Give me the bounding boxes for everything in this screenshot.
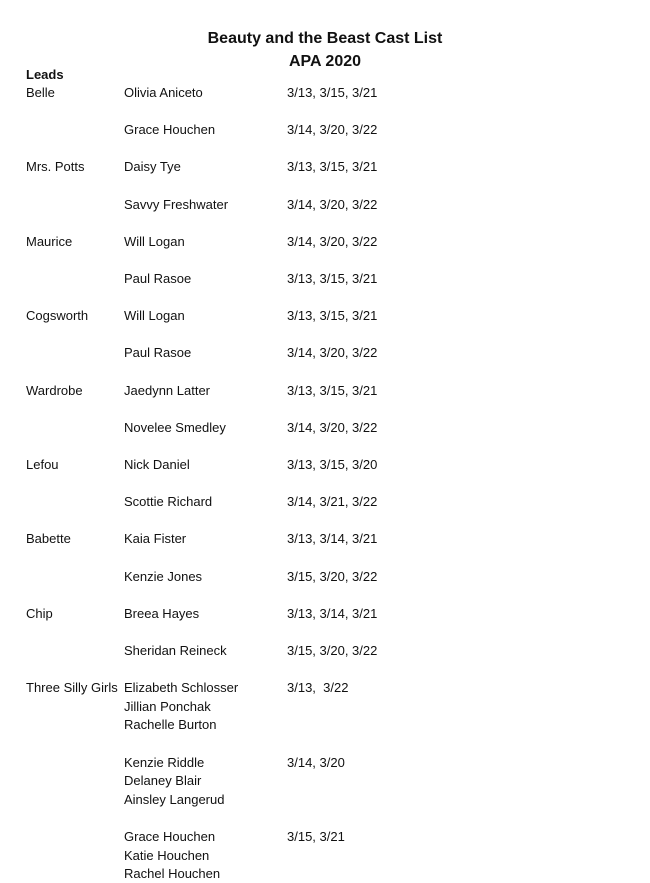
performance-dates: 3/13, 3/15, 3/21 — [287, 159, 378, 175]
actor-name: Scottie Richard — [124, 494, 213, 510]
actor-name: Kenzie Jones — [124, 568, 203, 584]
document-title: Beauty and the Beast Cast List — [207, 30, 443, 47]
cast-row — [0, 158, 650, 176]
actor-name: Grace Houchen — [124, 122, 216, 138]
actor-name: Breea Hayes — [124, 605, 200, 621]
actor-name: Will Logan — [124, 308, 185, 324]
actor-name: Sheridan Reineck — [124, 643, 227, 658]
cast-row — [0, 530, 650, 548]
cast-row — [0, 196, 650, 214]
cast-row — [0, 568, 650, 586]
cast-row — [0, 121, 650, 139]
cast-row — [0, 233, 650, 251]
role-name: Wardrobe — [26, 382, 83, 398]
actor-name: Jillian Ponchak — [124, 698, 211, 714]
actor-name: Jaedynn Latter — [124, 382, 211, 398]
cast-row — [0, 772, 650, 790]
actor-name: Will Logan — [124, 233, 185, 249]
cast-row — [0, 344, 650, 362]
actor-name: Nick Daniel — [124, 457, 190, 472]
performance-dates: 3/14, 3/20, 3/22 — [287, 233, 378, 249]
actor-name: Delaney Blair — [124, 773, 202, 789]
cast-row — [0, 382, 650, 400]
actor-name: Grace Houchen — [124, 829, 216, 844]
performance-dates: 3/14, 3/20, 3/22 — [287, 345, 378, 361]
role-name: Cogsworth — [26, 308, 89, 324]
role-name: Lefou — [26, 457, 59, 472]
performance-dates: 3/14, 3/20 — [287, 754, 345, 770]
cast-row — [0, 865, 650, 883]
role-name: Belle — [26, 85, 55, 100]
actor-name: Kaia Fister — [124, 531, 187, 547]
role-name: Maurice — [26, 233, 73, 249]
actor-name: Kenzie Riddle — [124, 754, 205, 770]
actor-name: Paul Rasoe — [124, 271, 192, 286]
performance-dates: 3/14, 3/20, 3/22 — [287, 419, 378, 435]
cast-row — [0, 847, 650, 865]
actor-name: Novelee Smedley — [124, 419, 226, 435]
cast-row — [0, 754, 650, 772]
cast-row — [0, 698, 650, 716]
actor-name: Rachel Houchen — [124, 866, 221, 882]
cast-row — [0, 828, 650, 846]
actor-name: Olivia Aniceto — [124, 85, 203, 100]
cast-row — [0, 716, 650, 734]
cast-row — [0, 419, 650, 437]
actor-name: Katie Houchen — [124, 847, 210, 863]
actor-name: Daisy Tye — [124, 159, 181, 175]
actor-name: Ainsley Langerud — [124, 791, 225, 807]
actor-name: Paul Rasoe — [124, 345, 192, 361]
role-name: Three Silly Girls — [26, 680, 118, 696]
performance-dates: 3/13, 3/15, 3/21 — [287, 308, 378, 324]
section-heading-leads: Leads — [26, 67, 64, 82]
cast-row — [0, 605, 650, 623]
performance-dates: 3/13, 3/15, 3/21 — [287, 271, 378, 286]
cast-row — [0, 270, 650, 288]
actor-name: Savvy Freshwater — [124, 196, 229, 212]
actor-name: Elizabeth Schlosser — [124, 680, 239, 696]
performance-dates: 3/14, 3/21, 3/22 — [287, 494, 378, 510]
cast-row — [0, 84, 650, 102]
role-name: Chip — [26, 605, 53, 621]
performance-dates: 3/13, 3/15, 3/21 — [287, 85, 378, 100]
role-name: Mrs. Potts — [26, 159, 85, 175]
performance-dates: 3/14, 3/20, 3/22 — [287, 196, 378, 212]
performance-dates: 3/13, 3/14, 3/21 — [287, 531, 378, 547]
cast-row — [0, 642, 650, 660]
cast-row — [0, 307, 650, 325]
performance-dates: 3/15, 3/20, 3/22 — [287, 568, 378, 584]
cast-row — [0, 456, 650, 474]
performance-dates: 3/13, 3/15, 3/21 — [287, 382, 378, 398]
role-name: Babette — [26, 531, 71, 547]
performance-dates: 3/13, 3/14, 3/21 — [287, 605, 378, 621]
document-subtitle: APA 2020 — [288, 53, 362, 70]
cast-row — [0, 493, 650, 511]
cast-row — [0, 679, 650, 697]
actor-name: Rachelle Burton — [124, 717, 217, 733]
performance-dates: 3/14, 3/20, 3/22 — [287, 122, 378, 138]
performance-dates: 3/15, 3/20, 3/22 — [287, 643, 378, 658]
performance-dates: 3/15, 3/21 — [287, 829, 345, 844]
performance-dates: 3/13, 3/15, 3/20 — [287, 457, 378, 472]
performance-dates: 3/13, 3/22 — [287, 680, 349, 696]
